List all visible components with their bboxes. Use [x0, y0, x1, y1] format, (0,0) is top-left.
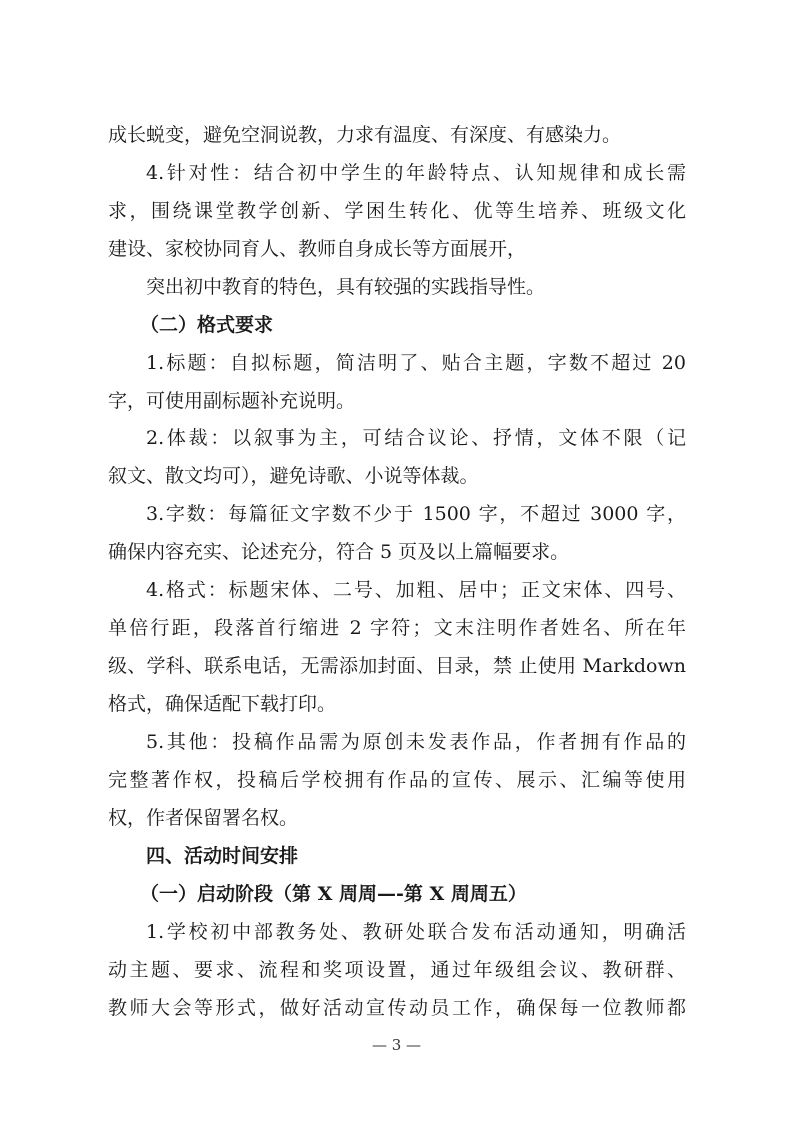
section-heading: 四、活动时间安排 — [146, 845, 299, 867]
text-line: 动主题、要求、流程和奖项设置，通过年级组会议、教研群、 — [108, 959, 686, 981]
text-line: 确保内容充实、论述充分，符合 5 页及以上篇幅要求。 — [108, 541, 570, 563]
text-line: 求，围绕课堂教学创新、学困生转化、优等生培养、班级文化 — [108, 200, 686, 222]
text-line: 建设、家校协同育人、教师自身成长等方面展开， — [108, 238, 527, 260]
text-line: 叙文、散文均可），避免诗歌、小说等体裁。 — [108, 465, 479, 487]
text-line: 格式，确保适配下载打印。 — [108, 693, 337, 715]
text-line: 教师大会等形式，做好活动宣传动员工作，确保每一位教师都 — [108, 997, 686, 1019]
section-heading: （一）启动阶段（第 X 周周—-第 X 周周五） — [140, 883, 527, 905]
text-line: 4.格式：标题宋体、二号、加粗、居中；正文宋体、四号、 — [146, 579, 686, 601]
page-number: — 3 — — [371, 1036, 422, 1054]
text-line: 字，可使用副标题补充说明。 — [108, 390, 356, 412]
text-line: 2.体裁：以叙事为主，可结合议论、抒情，文体不限（记 — [146, 427, 686, 449]
text-line: 1.标题：自拟标题，简洁明了、贴合主题，字数不超过 20 — [146, 352, 686, 374]
text-line: 突出初中教育的特色，具有较强的实践指导性。 — [146, 276, 546, 298]
section-heading: （二）格式要求 — [140, 314, 274, 336]
text-line: 权，作者保留署名权。 — [108, 807, 299, 829]
text-line: 1.学校初中部教务处、教研处联合发布活动通知，明确活 — [146, 921, 686, 943]
text-line: 5.其他：投稿作品需为原创未发表作品，作者拥有作品的 — [146, 731, 686, 753]
text-line: 成长蜕变，避免空洞说教，力求有温度、有深度、有感染力。 — [108, 124, 622, 146]
text-line: 单倍行距，段落首行缩进 2 字符；文末注明作者姓名、所在年 — [108, 617, 686, 639]
text-line: 完整著作权，投稿后学校拥有作品的宣传、展示、汇编等使用 — [108, 769, 686, 791]
text-line: 4.针对性：结合初中学生的年龄特点、认知规律和成长需 — [146, 162, 686, 184]
text-line: 3.字数：每篇征文字数不少于 1500 字，不超过 3000 字， — [146, 503, 686, 525]
text-line: 级、学科、联系电话，无需添加封面、目录，禁 止使用 Markdown — [108, 655, 686, 677]
